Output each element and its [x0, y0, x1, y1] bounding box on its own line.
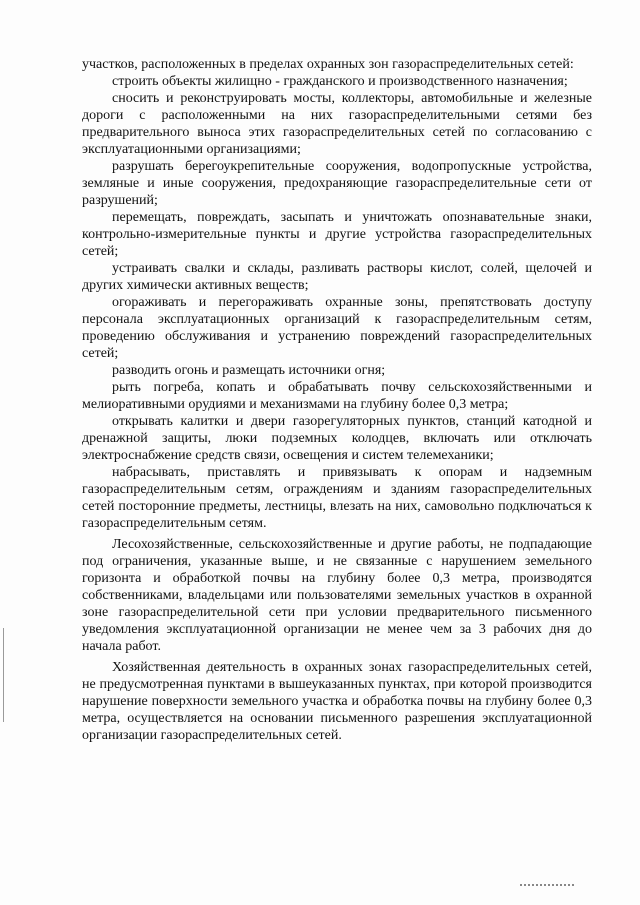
- document-body: [82, 56, 592, 744]
- list-item-move-signs: перемещать, повреждать, засыпать и уничтожать опознавательные знаки, контрольно-измерительные пункты и другие устройства газораспределительных сетей;: [82, 210, 592, 259]
- scan-artifact-bottom: [520, 884, 576, 886]
- list-item-fencing: огораживать и перегораживать охранные зоны, препятствовать доступу персонала эксплуатационных организаций к газораспределительным сетям, проведению обслуживания и устранению повреждений газораспределительных сетей;: [82, 295, 592, 361]
- list-item-build: строить объекты жилищно - гражданского и производственного назначения;: [112, 74, 568, 89]
- paragraph-economic-activity: Хозяйственная деятельность в охранных зонах газораспределительных сетей, не предусмотренная пунктами в вышеуказанных пунктах, при которой производится нарушение поверхности земельного участка и обработка почвы на глубину более 0,3 метра, осуществляется на основании письменного разрешения эксплуатационной организации газораспределительных сетей.: [82, 660, 592, 743]
- list-item-demolish: сносить и реконструировать мосты, коллекторы, автомобильные и железные дороги с расположенными на них газораспределительными сетями без предварительного выноса этих газораспределительных сетей по согласованию с эксплуатационными организациями;: [82, 91, 592, 157]
- list-item-attaching: набрасывать, приставлять и привязывать к опорам и надземным газораспределительным сетям, ограждениям и зданиям газораспределительных сетей посторонние предметы, лестницы, влезать на них, самовольно подключаться к газораспределительным сетям.: [82, 465, 592, 531]
- paragraph-continuation: участков, расположенных в пределах охранных зон газораспределительных сетей:: [82, 57, 574, 72]
- paragraph-permitted-works: Лесохозяйственные, сельскохозяйственные и другие работы, не подпадающие под ограничения, указанные выше, и не связанные с нарушением земельного горизонта и обработкой почвы на глубину более 0,3 метра, производятся собственниками, владельцами или пользователями земельных участков в охранной зоне газораспределительной сети при условии предварительного письменного уведомления эксплуатационной организации не менее чем за 3 рабочих дня до начала работ.: [82, 537, 592, 654]
- list-item-digging: рыть погреба, копать и обрабатывать почву сельскохозяйственными и мелиоративными орудиями и механизмами на глубину более 0,3 метра;: [82, 380, 592, 412]
- scan-artifact-left: [3, 628, 4, 722]
- list-item-fire: разводить огонь и размещать источники огня;: [112, 363, 386, 378]
- list-item-dumps: устраивать свалки и склады, разливать растворы кислот, солей, щелочей и других химически активных веществ;: [82, 261, 592, 293]
- list-item-doors: открывать калитки и двери газорегуляторных пунктов, станций катодной и дренажной защиты, люки подземных колодцев, включать или отключать электроснабжение средств связи, освещения и систем телемеханики;: [82, 414, 592, 463]
- list-item-destroy-structures: разрушать берегоукрепительные сооружения, водопропускные устройства, земляные и иные сооружения, предохраняющие газораспределительные сети от разрушений;: [82, 159, 592, 208]
